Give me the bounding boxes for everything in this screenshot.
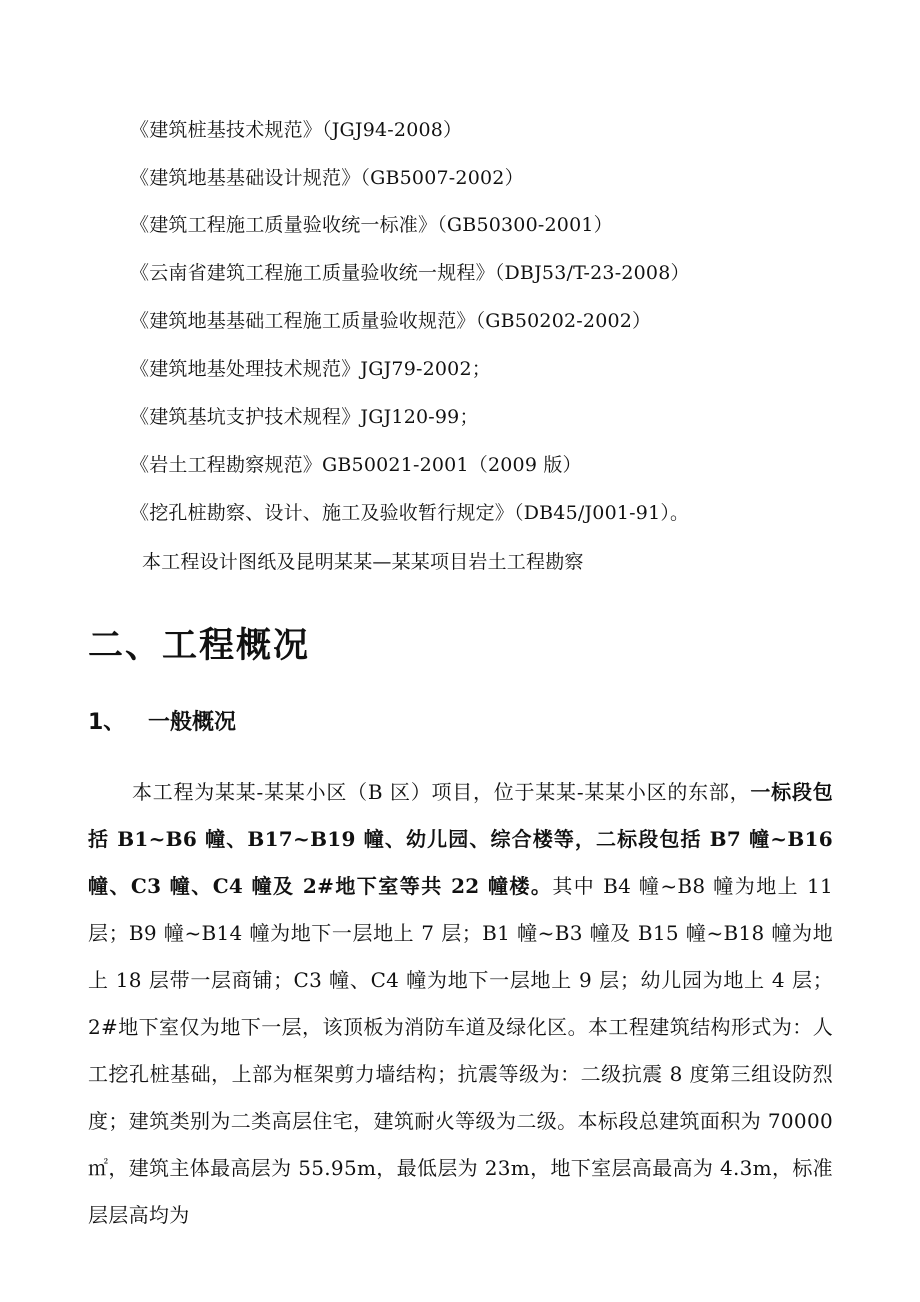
reference-item: 《挖孔桩勘察、设计、施工及验收暂行规定》（DB45/J001-91）。 (130, 502, 690, 524)
reference-item: 《建筑桩基技术规范》（JGJ94-2008） (130, 119, 463, 141)
paragraph-bold-text: 一标段包括 B1~B6 幢、B17~B19 幢、幼儿园、综合楼等，二标段包括 B7 幢~B16 幢、C3 幢、C4 幢及 2#地下室等共 22 幢楼。 (88, 780, 834, 898)
reference-item: 《建筑地基基础设计规范》（GB5007-2002） (130, 167, 524, 189)
overview-paragraph (88, 769, 833, 1239)
subsection-number: 1、 (88, 710, 126, 735)
paragraph-text: 其中 B4 幢~B8 幢为地上 11 层；B9 幢~B14 幢为地下一层地上 7 层；B1 幢~B3 幢及 B15 幢~B18 幢为地上 18 层带一层商铺；C3 幢、C4 幢为地下一层地上 9 层；幼儿园为地上 4 层；2#地下室仅为地下一层，该顶板为消防车道及绿化区。本工程建筑结构形式为：人工挖孔桩基础，上部为框架剪力墙结构；抗震等级为：二级抗震 8 度第三组设防烈度；建筑类别为二类高层住宅，建筑耐火等级为二级。本标段总建筑面积为 70000㎡，建筑主体最高层为 55.95m，最低层为 23m，地下室层高最高为 4.3m，标准层层高均为 (88, 874, 833, 1227)
subsection-title: 一般概况 (148, 710, 237, 735)
reference-item: 《建筑基坑支护技术规程》JGJ120-99； (130, 406, 479, 428)
reference-item: 《建筑工程施工质量验收统一标准》（GB50300-2001） (130, 214, 613, 236)
reference-item: 本工程设计图纸及昆明某某—某某项目岩土工程勘察 (142, 551, 584, 573)
section-heading: 二、工程概况 (88, 626, 311, 666)
paragraph-text: 本工程为某某-某某小区（B 区）项目，位于某某-某某小区的东部， (132, 780, 751, 804)
reference-item: 《岩土工程勘察规范》GB50021-2001（2009 版） (130, 454, 582, 476)
subsection-heading (88, 705, 236, 736)
reference-item: 《建筑地基处理技术规范》JGJ79-2002； (130, 358, 491, 380)
reference-item: 《建筑地基基础工程施工质量验收规范》（GB50202-2002） (130, 310, 652, 332)
reference-item: 《云南省建筑工程施工质量验收统一规程》（DBJ53/T-23-2008） (130, 262, 690, 284)
